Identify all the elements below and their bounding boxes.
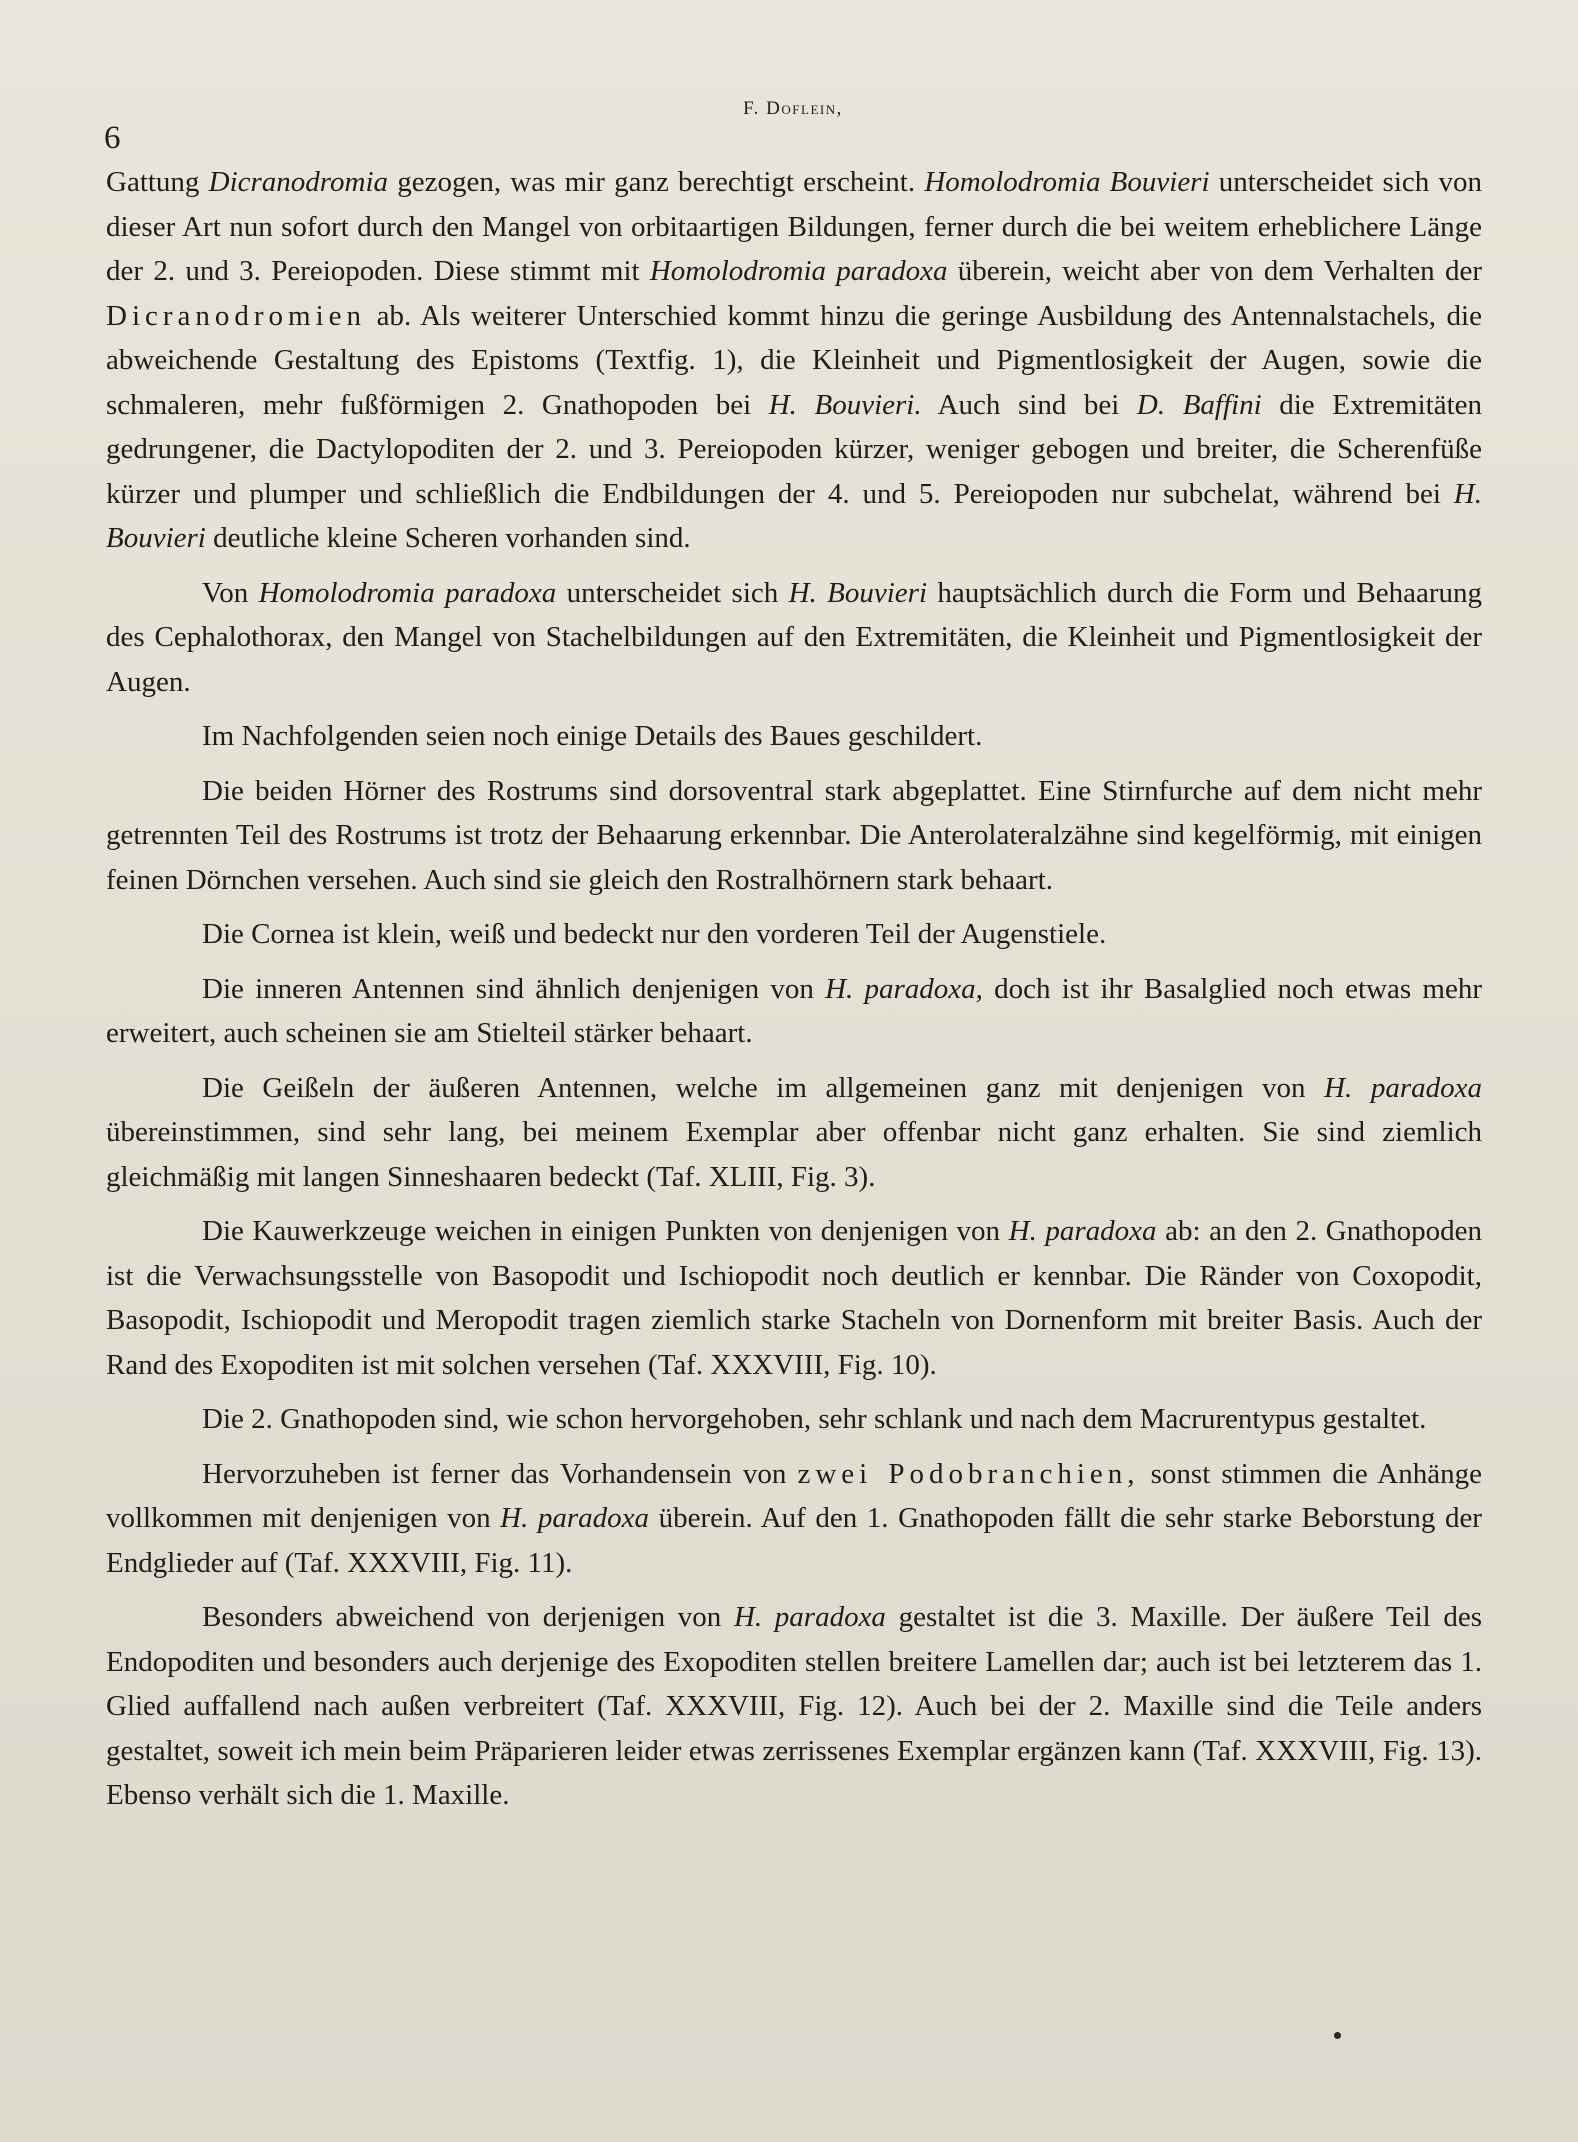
text-run: Auch sind bei <box>921 388 1137 421</box>
text-run: gezogen, was mir ganz berechtigt erscheint. <box>388 166 925 198</box>
italic-name: H. paradoxa <box>733 1601 886 1633</box>
text-run: gestaltet ist die 3. Maxille. Der äußere Teil des Endopoditen und besonders auch derjenige des Exopoditen stellen breitere Lamellen dar; auch ist bei letzterem das 1. Glied auffallend nach außen verbreitert (Taf. XXXVIII, Fig. 12). Auch bei der 2. Maxille sind die Teile anders gestaltet, soweit ich mein beim Präparieren leider etwas zerrissenes Exemplar ergänzen kann (Taf. XXXVIII, Fig. 13). Ebenso verhält sich die 1. Maxille. <box>106 1601 1482 1811</box>
text-run: Gattung <box>106 166 209 198</box>
text-run: Besonders abweichend von derjenigen von <box>202 1601 734 1633</box>
text-run: Die 2. Gnathopoden sind, wie schon hervorgehoben, sehr schlank und nach dem Macrurentypus gestaltet. <box>202 1403 1427 1435</box>
paragraph <box>106 1066 1482 1200</box>
italic-name: H. paradoxa <box>500 1502 650 1534</box>
italic-name: Homolodromia paradoxa <box>649 255 948 287</box>
italic-name: H. paradoxa, <box>825 972 983 1005</box>
text-run: Die Cornea ist klein, weiß und bedeckt nur den vorderen Teil der Augenstiele. <box>202 918 1107 950</box>
text-run: Die inneren Antennen sind ähnlich denjenigen von <box>202 972 826 1005</box>
paragraph <box>106 967 1482 1056</box>
italic-name: H. Bouvieri. <box>768 388 922 421</box>
text-run: Hervorzuheben ist ferner das Vorhandensein von <box>202 1457 798 1490</box>
italic-name: Dicranodromia <box>208 166 389 198</box>
italic-name: H. Bouvieri <box>106 477 1482 554</box>
text-run: unterscheidet sich <box>556 576 789 609</box>
paragraph <box>106 160 1482 561</box>
text-run: hauptsächlich durch die Form und Behaarung des Cephalothorax, den Mangel von Stachelbildungen auf den Extremitäten, die Kleinheit und Pigmentlosigkeit der Augen. <box>106 576 1482 698</box>
text-run: übereinstimmen, sind sehr lang, bei meinem Exemplar aber offenbar nicht ganz erhalten. Sie sind ziemlich gleichmäßig mit langen Sinneshaaren bedeckt (Taf. XLIII, Fig. 3). <box>106 1116 1482 1193</box>
paragraph <box>106 1397 1482 1442</box>
text-run: Von <box>202 576 259 609</box>
text-run: deutliche kleine Scheren vorhanden sind. <box>205 522 691 554</box>
text-run: doch ist ihr Basalglied noch etwas mehr erweitert, auch scheinen sie am Stielteil stärker behaart. <box>106 972 1483 1049</box>
running-head: F. Doflein, <box>743 98 843 119</box>
body-text <box>106 160 1482 1828</box>
text-run: ab: an den 2. Gnathopoden ist die Verwachsungsstelle von Basopodit und Ischiopodit noch deutlich er kennbar. Die Ränder von Coxopodit, Basopodit, Ischiopodit und Meropodit tragen ziemlich starke Stacheln von Dornenform mit breiter Basis. Auch der Rand des Exopoditen ist mit solchen versehen (Taf. XXXVIII, Fig. 10). <box>106 1215 1483 1381</box>
page-number: 6 <box>104 120 121 156</box>
italic-name: Homolodromia paradoxa <box>258 576 557 609</box>
text-run: ab. Als weiterer Unterschied kommt hinzu die geringe Ausbildung des Antennalstachels, die abweichende Gestaltung des Epistoms (Textfig. 1), die Kleinheit und Pigmentlosigkeit der Augen, sowie die schmaleren, mehr fußförmigen 2. Gnathopoden bei <box>106 299 1482 421</box>
italic-name: H. Bouvieri <box>788 576 928 609</box>
text-run: Die beiden Hörner des Rostrums sind dorsoventral stark abgeplattet. Eine Stirnfurche auf dem nicht mehr getrennten Teil des Rostrums ist trotz der Behaarung erkennbar. Die Anterolateralzähne sind kegelförmig, mit einigen feinen Dörnchen versehen. Auch sind sie gleich den Rostralhörnern stark behaart. <box>106 774 1482 896</box>
italic-name: H. paradoxa <box>1008 1215 1157 1247</box>
text-run: überein, weicht aber von dem Verhalten der <box>947 255 1482 287</box>
text-run: Die Geißeln der äußeren Antennen, welche im allgemeinen ganz mit denjenigen von <box>202 1071 1325 1104</box>
paragraph <box>106 912 1482 957</box>
text-run: Im Nachfolgenden seien noch einige Details des Baues geschildert. <box>202 720 983 752</box>
print-speck <box>1334 2032 1341 2039</box>
spaced-emphasis: Dicranodromien <box>106 299 367 332</box>
text-run: die Extremitäten gedrungener, die Dactylopoditen der 2. und 3. Pereiopoden kürzer, weniger gebogen und breiter, die Scherenfüße kürzer und plumper und schließlich die Endbildungen der 4. und 5. Pereiopoden nur subchelat, während bei <box>106 388 1482 510</box>
text-run: überein. Auf den 1. Gnathopoden fällt die sehr starke Beborstung der Endglieder auf (Taf. XXXVIII, Fig. 11). <box>106 1502 1482 1579</box>
paragraph <box>106 769 1482 903</box>
paragraph <box>106 571 1482 705</box>
text-run: Die Kauwerkzeuge weichen in einigen Punkten von denjenigen von <box>202 1215 1009 1247</box>
paragraph <box>106 1209 1482 1387</box>
text-run: sonst stimmen die Anhänge vollkommen mit denjenigen von <box>106 1457 1482 1534</box>
italic-name: H. paradoxa <box>1324 1071 1482 1104</box>
text-run: unterscheidet sich von dieser Art nun sofort durch den Mangel von orbitaartigen Bildungen, ferner durch die bei weitem erheblichere Länge der 2. und 3. Pereiopoden. Diese stimmt mit <box>106 166 1482 287</box>
italic-name: D. Baffini <box>1136 388 1262 421</box>
italic-name: Homolodromia Bouvieri <box>924 166 1210 198</box>
page-header <box>104 98 1482 156</box>
spaced-emphasis: zwei Podobranchien, <box>797 1457 1140 1490</box>
paragraph <box>106 1595 1482 1818</box>
paragraph <box>106 1452 1482 1586</box>
paragraph <box>106 714 1482 759</box>
